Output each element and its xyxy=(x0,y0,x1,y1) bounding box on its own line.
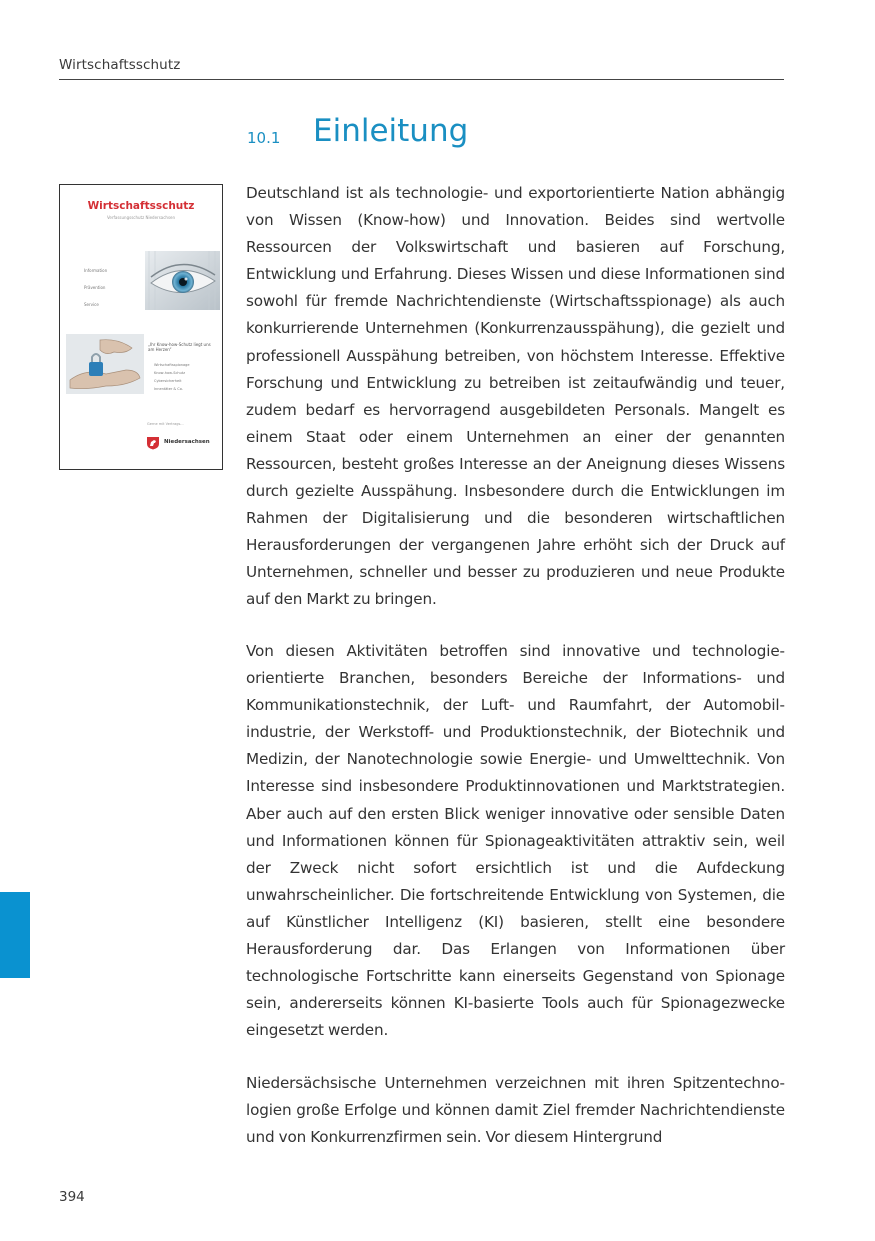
brochure-thumbnail xyxy=(59,184,223,470)
logo-text: Niedersachsen xyxy=(164,439,210,445)
eye-image xyxy=(145,251,220,310)
hand-lock-image xyxy=(66,334,144,394)
body-paragraph xyxy=(246,638,785,1044)
brochure-menu-item: Prävention xyxy=(84,285,106,290)
running-head: Wirtschaftsschutz xyxy=(59,57,181,73)
paragraph-text: Niedersächsische Unternehmen verzeichnen mit ihren Spitzentechnologien große Erfolge und können damit Ziel fremder Nachrichtendienste und von Konkurrenzfirmen sein. Vor diesem Hintergrund xyxy=(246,1074,785,1147)
brochure-list-item: Innentäter & Co. xyxy=(154,387,183,391)
page-number: 394 xyxy=(59,1189,85,1205)
body-paragraph xyxy=(246,1070,785,1151)
brochure-quote: „Ihr Know-how-Schutz liegt uns am Herzen“ xyxy=(148,342,211,352)
brochure-menu-item: Service xyxy=(84,302,99,307)
brochure-title: Wirtschaftsschutz xyxy=(87,200,195,212)
paragraph-text: Von diesen Aktivitäten betroffen sind innovative und technologieorientierte Branchen, besonders Bereiche der Informations- und Kommunikationstechnik, der Luft- und Raumfahrt, der Automobilindustrie, der Werkstoff- und Produktionstechnik, der Biotechnik und Medizin, der Nanotechnologie sowie Energie- und Umwelttechnik. Von Interesse sind insbesondere Produktinnovationen und Marktstrategien. Aber auch auf den ersten Blick weniger innovative oder sensible Daten und Informationen können für Spionageaktivitäten attraktiv sein, weil der Zweck nicht sofort ersichtlich ist und die Aufdeckung unwahrscheinlicher. Die fortschreitende Entwicklung von Systemen, die auf Künstlicher Intelligenz (KI) basieren, stellt eine besondere Herausforderung dar. Das Erlangen von Informationen über technologische Fortschritte kann einerseits Gegenstand von Spionage sein, andererseits können KI-basierte Tools auch für Spionagezwecke eingesetzt werden. xyxy=(246,642,785,1040)
brochure-list-item: Cybersicherheit xyxy=(154,379,182,383)
brochure-menu-item: Information xyxy=(84,268,108,273)
horse-crest-icon xyxy=(146,436,160,450)
brochure-subtitle: Verfassungsschutz Niedersachsen xyxy=(106,215,176,220)
brochure-list xyxy=(154,361,218,393)
chapter-side-tab xyxy=(0,892,30,978)
brochure-note: Gerne mit Vertrags... xyxy=(147,422,184,426)
brochure-list-item: Wirtschaftsspionage xyxy=(154,363,190,367)
header-rule xyxy=(59,79,784,80)
body-paragraph xyxy=(246,180,785,614)
brochure-list-item: Know-how-Schutz xyxy=(154,371,186,375)
niedersachsen-logo xyxy=(146,436,218,450)
section-title: Einleitung xyxy=(313,113,469,149)
paragraph-text: Deutschland ist als technologie- und exportorientierte Nation abhängig von Wissen (Know-how) und Innovation. Beides sind wertvolle Ressourcen der Volkswirtschaft und basieren auf Forschung, Entwicklung und Erfahrung. Dieses Wissen und diese Informationen sind sowohl für fremde Nachrichtendienste (Wirtschaftsspionage) als auch konkurrierende Unternehmen (Konkurrenzausspähung), die gezielt und professionell Ausspähung betreiben, von höchstem Interesse. Effektive Forschung und Entwicklung zu betreiben ist zeitaufwändig und teuer, zudem bedarf es hervorragend ausgebildeten Personals. Mangelt es einem Staat oder einem Unternehmen an einer der genannten Ressourcen, besteht großes Interesse an der Aneignung dieses Wissens durch gezielte Ausspähung. Insbesondere durch die Entwicklungen im Rahmen der Digitalisierung und die besonderen wirtschaftlichen Herausforderungen der vergangenen Jahre erhöht sich der Druck auf Unternehmen, schneller und besser zu produzieren und neue Produkte auf den Markt zu bringen. xyxy=(246,184,785,609)
section-number: 10.1 xyxy=(247,129,281,147)
